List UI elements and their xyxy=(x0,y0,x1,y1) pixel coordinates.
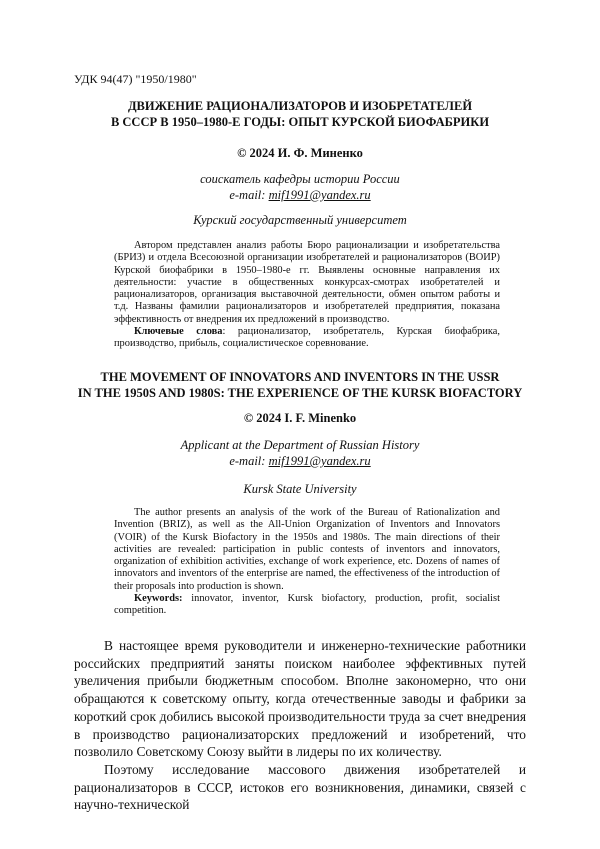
ru-position: соискатель кафедры истории России xyxy=(200,172,400,186)
en-keywords-label: Keywords: xyxy=(134,593,183,605)
ru-keywords-label: Ключевые слова xyxy=(134,326,223,338)
en-keywords xyxy=(114,593,500,618)
en-title-line-2: IN THE 1950S AND 1980S: THE EXPERIENCE OF THE KURSK BIOFACTORY xyxy=(77,386,523,400)
en-university: Kursk State University xyxy=(243,482,357,496)
ru-abstract: Автором представлен анализ работы Бюро рационализации и изобретательства (БРИЗ) и отдела Всесоюзной организации изобретателей и рационализаторов (ВОИР) Курской биофабрики в 1950–1980-е гг. Выявлены основные направления их деятельности: участие в общественных конкурсах-смотрах изобретателей и рационализаторов, организация выставочной деятельности, обмен опытом работы и т.д. Названы фамилии рационализаторов и изобретателей предприятия, показана эффективность от внедрения их предложений в производство. xyxy=(114,240,500,325)
ru-abstract-block xyxy=(114,240,500,351)
ru-university: Курский государственный университет xyxy=(193,213,407,227)
ru-keywords xyxy=(114,326,500,351)
ru-title-line-1: ДВИЖЕНИЕ РАЦИОНАЛИЗАТОРОВ И ИЗОБРЕТАТЕЛЕЙ xyxy=(127,99,473,113)
ru-email-label: e-mail: xyxy=(229,188,269,202)
en-title xyxy=(74,369,526,401)
udk-code: УДК 94(47) "1950/1980" xyxy=(74,72,197,86)
en-position: Applicant at the Department of Russian History xyxy=(180,438,420,452)
ru-affiliation xyxy=(74,171,526,203)
ru-email-line xyxy=(74,187,526,203)
en-abstract-block xyxy=(114,507,500,618)
article-body xyxy=(74,637,526,814)
en-author: © 2024 I. F. Minenko xyxy=(243,411,357,425)
body-paragraph-1: В настоящее время руководители и инженерно-технические работники российских предприятий заняты поиском наиболее эффективных путей увеличения прибыли бюджетным способом. Вполне закономерно, что они обращаются к советскому опыту, когда отечественные заводы и фабрики за короткий срок добились высокой производительности труда за счет внедрения в производство рационализаторских предложений и изобретений, что позволило Советскому Союзу выйти в лидеры по их количеству. xyxy=(74,638,526,760)
en-abstract: The author presents an analysis of the work of the Bureau of Rationalization and Invention (BRIZ), as well as the All-Union Organization of Inventors and Innovators (VOIR) of the Kursk Biofactory in the 1950s and 1980s. The main directions of their activities are revealed: participation in public contests of inventors and innovators, organization of exhibition activities, exchange of work experience, etc. Dozens of names of innovators and inventors of the enterprise are named, the effectiveness of the introduction of their proposals into production is shown. xyxy=(114,507,500,592)
ru-author: © 2024 И. Ф. Миненко xyxy=(237,146,363,160)
en-email-label: e-mail: xyxy=(229,454,269,468)
ru-title-line-2: В СССР В 1950–1980-Е ГОДЫ: ОПЫТ КУРСКОЙ БИОФАБРИКИ xyxy=(110,115,490,129)
ru-title xyxy=(74,98,526,130)
en-email-line xyxy=(74,453,526,469)
ru-keywords-text: : рационализатор, изобретатель, Курская биофабрика, производство, прибыль, социалистическое соревнование. xyxy=(114,326,501,350)
ru-email-link[interactable]: mif1991@yandex.ru xyxy=(268,188,371,202)
en-email-link[interactable]: mif1991@yandex.ru xyxy=(268,454,371,468)
en-affiliation xyxy=(74,437,526,469)
en-keywords-text: innovator, inventor, Kursk biofactory, production, profit, socialist competition. xyxy=(114,593,500,617)
en-title-line-1: THE MOVEMENT OF INNOVATORS AND INVENTORS IN THE USSR xyxy=(100,370,500,384)
body-paragraph-2: Поэтому исследование массового движения изобретателей и рационализаторов в СССР, истоков его возникновения, динамики, связей с научно-технической xyxy=(74,761,526,813)
